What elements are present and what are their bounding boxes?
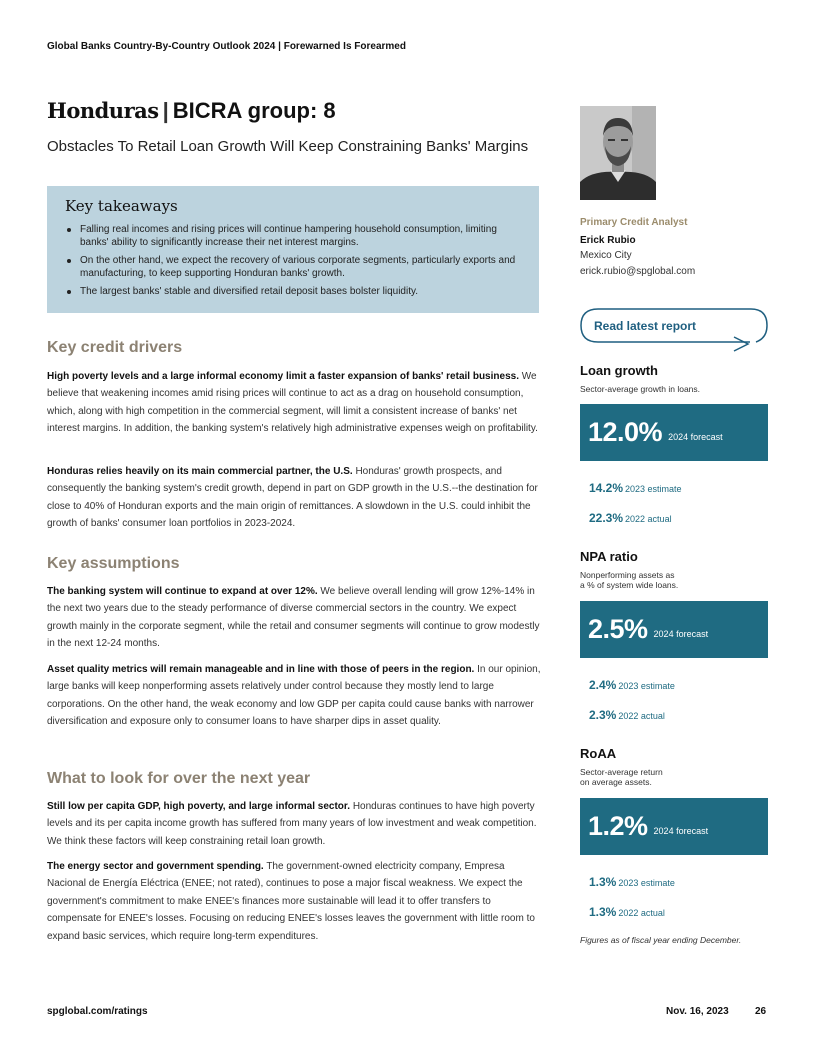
analyst-photo bbox=[580, 106, 656, 200]
read-latest-report-button[interactable] bbox=[580, 308, 768, 346]
running-header: Global Banks Country-By-Country Outlook 2024 | Forewarned Is Forearmed bbox=[47, 41, 406, 52]
paragraph-lead: Honduras relies heavily on its main commercial partner, the U.S. bbox=[47, 466, 353, 477]
npa-forecast-label: 2024 forecast bbox=[653, 628, 709, 639]
roaa-forecast-value: 1.2% bbox=[588, 811, 648, 841]
analyst-city: Mexico City bbox=[580, 250, 632, 261]
npa-forecast-value: 2.5% bbox=[588, 614, 648, 644]
npa-actual-label: 2022 actual bbox=[618, 711, 665, 721]
npa-estimate-row bbox=[589, 678, 675, 692]
paragraph-body: Honduras continues to have high poverty levels and its per capita income growth has suffered from many years of low investment and weak competition. We think these factors will keep constraining retail loan growth. bbox=[47, 801, 537, 847]
credit-drivers-paragraph-1 bbox=[47, 368, 543, 438]
roaa-forecast-label: 2024 forecast bbox=[653, 825, 709, 836]
npa-actual-row bbox=[589, 708, 665, 722]
page-subtitle: Obstacles To Retail Loan Growth Will Keep Constraining Banks' Margins bbox=[47, 138, 529, 155]
paragraph-lead: The energy sector and government spending. bbox=[47, 861, 264, 872]
paragraph-body: We believe that weakening incomes amid rising prices will continue to act as a drag on household consumption, which, along with high competition in the commercial segment, will limit a consistent increase of banks' net interest margins. In addition, the banking system's relatively high administrative expenses weigh on profitability. bbox=[47, 371, 538, 435]
list-item: The largest banks' stable and diversified retail deposit bases bolster liquidity. bbox=[65, 286, 523, 299]
figures-note: Figures as of fiscal year ending December. bbox=[580, 935, 742, 945]
country-name: Honduras bbox=[47, 98, 159, 123]
paragraph-body: Honduras' growth prospects, and consequently the banking system's credit growth, depend in part on GDP growth in the U.S.--the destination for close to 40% of Honduran exports and the main origin of remittances. A slowdown in the U.S. could inhibit the growth of banks' consumer loan portfolios in 2023-2024. bbox=[47, 466, 538, 530]
npa-desc-line-1: Nonperforming assets as bbox=[580, 570, 675, 580]
read-latest-report-label: Read latest report bbox=[594, 319, 697, 333]
assumptions-paragraph-2 bbox=[47, 661, 543, 731]
roaa-desc-line-1: Sector-average return bbox=[580, 767, 663, 777]
analyst-portrait-icon bbox=[580, 106, 656, 200]
paragraph-lead: Asset quality metrics will remain manageable and in line with those of peers in the region. bbox=[47, 664, 475, 675]
npa-ratio-description bbox=[580, 570, 730, 590]
key-takeaways-box bbox=[47, 186, 539, 313]
npa-actual-value: 2.3% bbox=[589, 708, 617, 722]
npa-forecast-box bbox=[580, 601, 768, 658]
roaa-description bbox=[580, 767, 730, 787]
credit-drivers-heading: Key credit drivers bbox=[47, 339, 183, 356]
look-for-paragraph-2 bbox=[47, 858, 543, 945]
loan-estimate-label: 2023 estimate bbox=[625, 484, 682, 494]
paragraph-lead: The banking system will continue to expand at over 12%. bbox=[47, 586, 318, 597]
npa-ratio-title: NPA ratio bbox=[580, 549, 638, 564]
roaa-actual-label: 2022 actual bbox=[618, 908, 665, 918]
paragraph-body: The government-owned electricity company, Empresa Nacional de Energía Eléctrica (ENEE; not rated), continues to pose a major fiscal weakness. We expect the government's commitment to make ENEE's finances more sustainable will lead it to offer transfers to compensate for ENEE's losses. Focusing on reducing ENEE's losses leaves the government with little room to expand basic services, which require long-term expenditures. bbox=[47, 861, 535, 942]
roaa-estimate-row bbox=[589, 875, 675, 889]
loan-forecast-label: 2024 forecast bbox=[668, 431, 723, 442]
list-item: On the other hand, we expect the recovery of various corporate segments, particularly exports and manufacturing, to keep supporting Honduran banks' growth. bbox=[65, 255, 523, 280]
paragraph-body: We believe overall lending will grow 12%-14% in the next two years due to the steady performance of diverse commercial sectors in the country. We expect growth mainly in the corporate segment, while the retail and consumer segments will continue to grow modestly in the next 12-24 months. bbox=[47, 586, 540, 650]
look-for-heading: What to look for over the next year bbox=[47, 770, 311, 787]
loan-actual-value: 22.3% bbox=[589, 511, 624, 525]
loan-growth-description: Sector-average growth in loans. bbox=[580, 384, 701, 394]
loan-estimate-value: 14.2% bbox=[589, 481, 624, 495]
footer-date: Nov. 16, 2023 bbox=[666, 1006, 729, 1017]
loan-actual-label: 2022 actual bbox=[625, 514, 672, 524]
loan-estimate-row bbox=[589, 481, 682, 495]
footer-site-link[interactable]: spglobal.com/ratings bbox=[47, 1006, 148, 1017]
key-takeaways-list bbox=[65, 224, 523, 299]
analyst-name: Erick Rubio bbox=[580, 235, 636, 246]
credit-drivers-paragraph-2 bbox=[47, 463, 543, 533]
roaa-desc-line-2: on average assets. bbox=[580, 777, 652, 787]
bicra-group: BICRA group: 8 bbox=[172, 98, 336, 123]
assumptions-paragraph-1 bbox=[47, 583, 543, 653]
roaa-estimate-value: 1.3% bbox=[589, 875, 617, 889]
paragraph-lead: High poverty levels and a large informal economy limit a faster expansion of banks' retail business. bbox=[47, 371, 519, 382]
npa-estimate-value: 2.4% bbox=[589, 678, 617, 692]
key-takeaways-heading: Key takeaways bbox=[65, 197, 178, 215]
title-separator: | bbox=[162, 98, 169, 123]
loan-forecast-value: 12.0% bbox=[588, 417, 663, 447]
page-number: 26 bbox=[755, 1006, 767, 1017]
roaa-actual-row bbox=[589, 905, 665, 919]
assumptions-heading: Key assumptions bbox=[47, 555, 180, 572]
loan-growth-forecast-box bbox=[580, 404, 768, 461]
npa-estimate-label: 2023 estimate bbox=[618, 681, 675, 691]
analyst-email-link[interactable]: erick.rubio@spglobal.com bbox=[580, 266, 696, 277]
roaa-estimate-label: 2023 estimate bbox=[618, 878, 675, 888]
analyst-role: Primary Credit Analyst bbox=[580, 217, 688, 228]
page-title bbox=[47, 98, 336, 124]
list-item: Falling real incomes and rising prices will continue hampering household consumption, limiting banks' ability to significantly increase their net interest margins. bbox=[65, 224, 523, 249]
look-for-paragraph-1 bbox=[47, 798, 543, 850]
npa-desc-line-2: a % of system wide loans. bbox=[580, 580, 679, 590]
roaa-forecast-box bbox=[580, 798, 768, 855]
roaa-actual-value: 1.3% bbox=[589, 905, 617, 919]
loan-growth-title: Loan growth bbox=[580, 363, 658, 378]
paragraph-body: In our opinion, large banks will keep nonperforming assets relatively under control because they mostly lend to large corporations. On the other hand, the weak economy and low GDP per capita could cause banks with narrower diversification and exposure only to consumer loans to have sharper dips in asset quality. bbox=[47, 664, 541, 728]
paragraph-lead: Still low per capita GDP, high poverty, and large informal sector. bbox=[47, 801, 351, 812]
loan-actual-row bbox=[589, 511, 672, 525]
roaa-title: RoAA bbox=[580, 746, 617, 761]
